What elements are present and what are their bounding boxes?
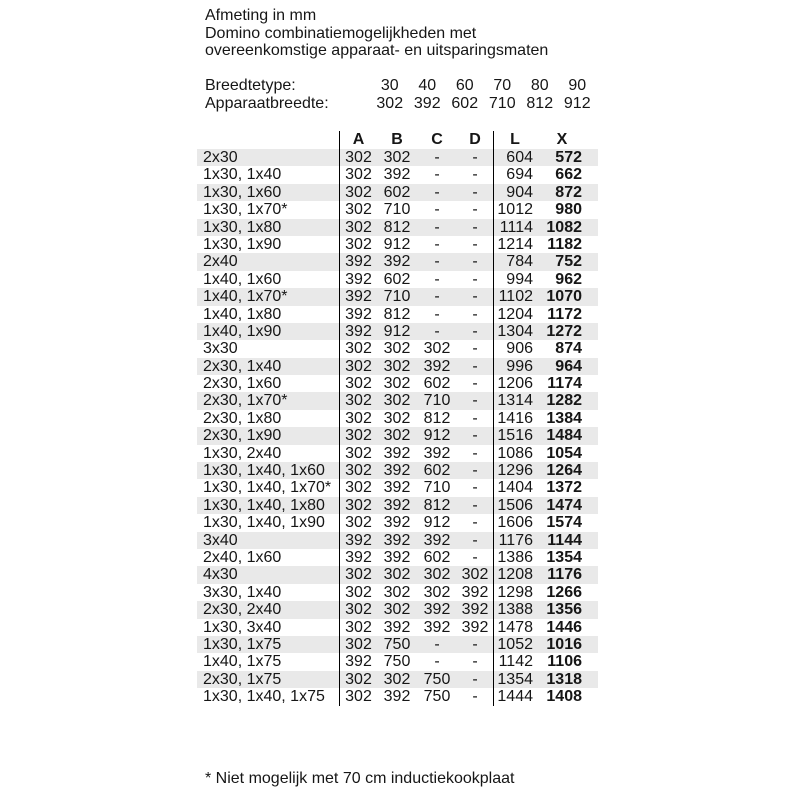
cell-d: -: [472, 531, 478, 549]
table-row: [197, 201, 598, 218]
appliance-width-value: 602: [451, 94, 479, 112]
cell-x: 872: [555, 183, 582, 201]
cell-a: 302: [339, 514, 377, 531]
combination-label: 1x30, 1x90: [203, 235, 282, 253]
table-header-row: [197, 131, 598, 149]
combination-label: 4x30: [203, 566, 238, 584]
combination-label: 2x30: [203, 149, 238, 166]
cell-a: 302: [339, 358, 377, 375]
cell-x: 1176: [547, 566, 582, 584]
cell-b: 812: [383, 305, 411, 323]
cell-l: 1296: [493, 462, 538, 479]
cell-a: 392: [339, 323, 377, 340]
table-row: [197, 619, 598, 636]
table-row: [197, 184, 598, 201]
width-type-value: 30: [380, 77, 399, 94]
cell-l: 1444: [493, 688, 538, 705]
cell-l: 1142: [493, 653, 538, 670]
column-header-c: C: [431, 131, 443, 148]
combination-label: 1x30, 1x40, 1x80: [203, 496, 325, 514]
cell-c: 912: [423, 427, 451, 445]
cell-b: 302: [383, 583, 411, 601]
title-line-3: overeenkomstige apparaat- en uitsparingsmaten: [205, 42, 549, 60]
cell-a: 392: [339, 306, 377, 323]
cell-a: 302: [339, 636, 377, 653]
cell-b: 912: [383, 235, 411, 253]
cell-x: 1272: [546, 322, 582, 340]
cell-x: 1356: [546, 601, 582, 619]
cell-x: 1082: [546, 218, 582, 236]
cell-c: 812: [423, 409, 451, 427]
cell-b: 392: [383, 531, 411, 549]
cell-x: 962: [555, 270, 582, 288]
column-header-l: L: [493, 131, 538, 149]
combination-label: 1x30, 1x80: [203, 218, 282, 236]
cell-b: 912: [383, 322, 411, 340]
table-row: [197, 288, 598, 305]
combination-label: 2x30, 1x40: [203, 357, 282, 375]
cell-l: 694: [493, 166, 538, 183]
cell-l: 1298: [493, 584, 538, 601]
cell-c: 710: [423, 479, 451, 497]
cell-d: -: [472, 183, 478, 201]
cell-x: 1282: [546, 392, 582, 410]
table-row: [197, 340, 598, 357]
cell-x: 1182: [547, 235, 582, 253]
cell-l: 1086: [493, 445, 538, 462]
table-row: [197, 410, 598, 427]
cell-x: 1144: [547, 531, 582, 549]
cell-c: -: [434, 235, 440, 253]
dimension-table: [197, 131, 598, 706]
cell-x: 1484: [546, 427, 582, 445]
cell-d: -: [472, 688, 478, 706]
table-row: [197, 445, 598, 462]
cell-d: -: [472, 670, 478, 688]
cell-c: 710: [423, 392, 451, 410]
cell-b: 392: [383, 444, 411, 462]
cell-a: 392: [339, 532, 377, 549]
cell-d: -: [472, 462, 478, 480]
combination-label: 2x40: [203, 253, 238, 271]
cell-c: -: [434, 305, 440, 323]
cell-l: 1204: [493, 306, 538, 323]
table-row: [197, 219, 598, 236]
cell-c: 750: [423, 670, 451, 688]
combination-label: 1x40, 1x80: [203, 305, 282, 323]
title-line-2: Domino combinatiemogelijkheden met: [205, 24, 477, 42]
cell-d: 302: [461, 566, 489, 584]
combination-label: 2x30, 1x90: [203, 427, 282, 445]
cell-a: 302: [339, 462, 377, 479]
combination-label: 1x40, 1x90: [203, 322, 282, 340]
combination-label: 1x30, 3x40: [203, 618, 282, 636]
cell-x: 1070: [546, 288, 582, 306]
width-type-value: 70: [493, 77, 512, 94]
appliance-width-label: Apparaatbreedte:: [205, 94, 329, 112]
cell-c: 602: [423, 462, 451, 480]
cell-l: 1386: [493, 549, 538, 566]
cell-b: 750: [383, 653, 411, 671]
cell-c: -: [434, 253, 440, 271]
table-row: [197, 497, 598, 514]
cell-b: 392: [383, 548, 411, 566]
cell-l: 1114: [493, 219, 538, 236]
cell-d: -: [472, 201, 478, 219]
cell-d: -: [472, 305, 478, 323]
cell-d: -: [472, 427, 478, 445]
cell-c: 302: [423, 583, 451, 601]
cell-l: 1516: [493, 427, 538, 444]
cell-x: 1384: [546, 409, 582, 427]
cell-l: 1354: [493, 671, 538, 688]
combination-label: 1x40, 1x60: [203, 270, 282, 288]
header-label-spacer: [197, 131, 339, 149]
cell-x: 1172: [547, 305, 582, 323]
combination-label: 2x40, 1x60: [203, 548, 282, 566]
cell-l: 784: [493, 253, 538, 270]
cell-d: -: [472, 235, 478, 253]
appliance-width-value: 392: [413, 94, 441, 112]
width-type-value: 60: [455, 77, 474, 94]
cell-b: 302: [383, 601, 411, 619]
cell-a: 302: [339, 427, 377, 444]
cell-d: -: [472, 409, 478, 427]
cell-c: 392: [423, 444, 451, 462]
width-type-value: 90: [568, 77, 587, 94]
table-row: [197, 253, 598, 270]
cell-b: 392: [383, 496, 411, 514]
cell-a: 302: [339, 236, 377, 253]
table-row: [197, 584, 598, 601]
cell-l: 1206: [493, 375, 538, 392]
combination-label: 1x30, 1x40: [203, 166, 282, 184]
cell-d: -: [472, 288, 478, 306]
cell-b: 812: [383, 218, 411, 236]
appliance-width-value: 912: [563, 94, 591, 112]
cell-d: -: [472, 218, 478, 236]
cell-b: 302: [383, 340, 411, 358]
combination-label: 2x30, 1x60: [203, 375, 282, 393]
combination-label: 1x30, 1x40, 1x90: [203, 514, 325, 532]
cell-d: -: [472, 149, 478, 166]
table-row: [197, 514, 598, 531]
cell-c: -: [434, 653, 440, 671]
appliance-width-value: 812: [526, 94, 554, 112]
cell-d: -: [472, 653, 478, 671]
cell-l: 906: [493, 340, 538, 357]
cell-c: 602: [423, 375, 451, 393]
cell-a: 302: [339, 410, 377, 427]
cell-a: 302: [339, 445, 377, 462]
cell-l: 994: [493, 271, 538, 288]
combination-label: 1x30, 2x40: [203, 444, 282, 462]
cell-x: 1446: [546, 618, 582, 636]
table-row: [197, 601, 598, 618]
cell-l: 1304: [493, 323, 538, 340]
cell-l: 1176: [493, 532, 538, 549]
cell-l: 1404: [493, 479, 538, 496]
cell-d: -: [472, 635, 478, 653]
table-row: [197, 271, 598, 288]
table-row: [197, 653, 598, 670]
table-row: [197, 166, 598, 183]
table-row: [197, 566, 598, 583]
cell-c: 392: [423, 357, 451, 375]
cell-x: 1408: [546, 688, 582, 706]
table-row: [197, 636, 598, 653]
cell-c: -: [434, 288, 440, 306]
cell-c: 750: [423, 688, 451, 706]
cell-c: -: [434, 322, 440, 340]
cell-a: 302: [339, 601, 377, 618]
cell-d: -: [472, 253, 478, 271]
cell-d: -: [472, 392, 478, 410]
cell-b: 710: [383, 288, 411, 306]
table-body: [197, 149, 598, 706]
cell-x: 1266: [546, 583, 582, 601]
cell-a: 302: [339, 479, 377, 496]
cell-a: 302: [339, 584, 377, 601]
cell-a: 302: [339, 340, 377, 357]
table-row: [197, 358, 598, 375]
combination-label: 3x40: [203, 531, 238, 549]
cell-x: 1474: [546, 496, 582, 514]
column-header-d: D: [469, 131, 481, 148]
cell-l: 1214: [493, 236, 538, 253]
cell-b: 302: [383, 427, 411, 445]
table-row: [197, 149, 598, 166]
table-row: [197, 549, 598, 566]
cell-l: 1314: [493, 392, 538, 409]
cell-c: 912: [423, 514, 451, 532]
cell-l: 904: [493, 184, 538, 201]
cell-l: 1606: [493, 514, 538, 531]
table-row: [197, 688, 598, 705]
cell-b: 302: [383, 392, 411, 410]
cell-x: 1174: [547, 375, 582, 393]
cell-c: 302: [423, 340, 451, 358]
combination-label: 3x30: [203, 340, 238, 358]
cell-x: 1264: [546, 462, 582, 480]
cell-b: 302: [383, 357, 411, 375]
combination-label: 1x30, 1x40, 1x75: [203, 688, 325, 706]
appliance-width-value: 710: [488, 94, 516, 112]
combination-label: 1x30, 1x75: [203, 635, 282, 653]
combination-label: 1x30, 1x60: [203, 183, 282, 201]
column-header-a: A: [339, 131, 377, 149]
combination-label: 1x30, 1x40, 1x60: [203, 462, 325, 480]
cell-a: 392: [339, 549, 377, 566]
cell-x: 964: [555, 357, 582, 375]
cell-a: 302: [339, 392, 377, 409]
cell-c: 392: [423, 601, 451, 619]
combination-label: 3x30, 1x40: [203, 583, 282, 601]
cell-b: 392: [383, 253, 411, 271]
width-type-row: [205, 77, 596, 95]
appliance-width-row: [205, 95, 596, 113]
cell-d: -: [472, 479, 478, 497]
cell-l: 1388: [493, 601, 538, 618]
cell-l: 1102: [493, 288, 538, 305]
column-header-b: B: [391, 131, 403, 148]
cell-b: 302: [383, 149, 411, 166]
cell-l: 1208: [493, 566, 538, 583]
cell-a: 302: [339, 375, 377, 392]
width-type-value: 80: [530, 77, 549, 94]
column-header-x: X: [556, 131, 568, 148]
table-row: [197, 532, 598, 549]
cell-x: 1016: [546, 635, 582, 653]
cell-a: 302: [339, 166, 377, 183]
cell-a: 302: [339, 149, 377, 166]
cell-d: -: [472, 514, 478, 532]
cell-c: 812: [423, 496, 451, 514]
cell-d: -: [472, 496, 478, 514]
table-row: [197, 323, 598, 340]
cell-b: 392: [383, 688, 411, 706]
appliance-width-values: [371, 95, 596, 113]
cell-a: 302: [339, 688, 377, 705]
cell-c: -: [434, 149, 440, 166]
cell-l: 1478: [493, 619, 538, 636]
cell-l: 604: [493, 149, 538, 166]
cell-c: 392: [423, 531, 451, 549]
combination-label: 2x30, 1x75: [203, 670, 282, 688]
table-row: [197, 236, 598, 253]
cell-d: -: [472, 375, 478, 393]
cell-a: 302: [339, 619, 377, 636]
cell-d: 392: [461, 583, 489, 601]
cell-d: 392: [461, 618, 489, 636]
cell-c: -: [434, 635, 440, 653]
cell-x: 1354: [546, 548, 582, 566]
footnote: * Niet mogelijk met 70 cm inductiekookplaat: [205, 770, 515, 787]
combination-label: 2x30, 1x70*: [203, 392, 288, 410]
table-row: [197, 375, 598, 392]
combination-label: 2x30, 1x80: [203, 409, 282, 427]
cell-c: -: [434, 270, 440, 288]
combination-label: 1x40, 1x75: [203, 653, 282, 671]
cell-b: 302: [383, 670, 411, 688]
cell-l: 1506: [493, 497, 538, 514]
table-row: [197, 671, 598, 688]
combination-label: 1x30, 1x70*: [203, 201, 288, 219]
page-title: [205, 7, 548, 60]
table-row: [197, 392, 598, 409]
cell-d: -: [472, 548, 478, 566]
cell-x: 1106: [547, 653, 582, 671]
cell-b: 750: [383, 635, 411, 653]
cell-c: -: [434, 183, 440, 201]
cell-c: -: [434, 166, 440, 184]
cell-b: 302: [383, 375, 411, 393]
cell-c: 302: [423, 566, 451, 584]
cell-a: 392: [339, 653, 377, 670]
cell-l: 1012: [493, 201, 538, 218]
table-row: [197, 306, 598, 323]
cell-c: 602: [423, 548, 451, 566]
cell-b: 392: [383, 479, 411, 497]
cell-b: 602: [383, 183, 411, 201]
table-row: [197, 479, 598, 496]
cell-b: 392: [383, 514, 411, 532]
cell-c: -: [434, 201, 440, 219]
combination-label: 1x30, 1x40, 1x70*: [203, 479, 332, 497]
cell-a: 302: [339, 671, 377, 688]
cell-d: -: [472, 322, 478, 340]
width-type-legend: [205, 77, 596, 112]
table-row: [197, 462, 598, 479]
cell-d: -: [472, 340, 478, 358]
title-line-1: Afmeting in mm: [205, 7, 317, 24]
cell-l: 996: [493, 358, 538, 375]
cell-b: 392: [383, 166, 411, 184]
cell-x: 1318: [546, 670, 582, 688]
cell-d: -: [472, 166, 478, 184]
cell-x: 662: [555, 166, 582, 184]
cell-a: 392: [339, 253, 377, 270]
cell-c: 392: [423, 618, 451, 636]
cell-d: -: [472, 444, 478, 462]
cell-x: 572: [555, 149, 582, 166]
width-type-value: 40: [418, 77, 437, 94]
cell-a: 302: [339, 566, 377, 583]
cell-a: 302: [339, 219, 377, 236]
cell-l: 1416: [493, 410, 538, 427]
width-type-values: [371, 77, 596, 95]
combination-label: 2x30, 2x40: [203, 601, 282, 619]
table-row: [197, 427, 598, 444]
cell-b: 710: [383, 201, 411, 219]
cell-b: 302: [383, 566, 411, 584]
combination-label: 1x40, 1x70*: [203, 288, 288, 306]
cell-x: 980: [555, 201, 582, 219]
cell-x: 1574: [546, 514, 582, 532]
cell-d: -: [472, 270, 478, 288]
cell-a: 302: [339, 497, 377, 514]
cell-a: 392: [339, 271, 377, 288]
appliance-width-value: 302: [376, 94, 404, 112]
cell-c: -: [434, 218, 440, 236]
cell-x: 1372: [546, 479, 582, 497]
cell-d: 392: [461, 601, 489, 619]
cell-x: 874: [555, 340, 582, 358]
width-type-label: Breedtetype:: [205, 77, 296, 94]
cell-x: 752: [555, 253, 582, 271]
cell-b: 392: [383, 618, 411, 636]
cell-b: 602: [383, 270, 411, 288]
cell-x: 1054: [546, 444, 582, 462]
cell-a: 302: [339, 184, 377, 201]
cell-l: 1052: [493, 636, 538, 653]
cell-d: -: [472, 357, 478, 375]
cell-a: 302: [339, 201, 377, 218]
cell-b: 392: [383, 462, 411, 480]
cell-b: 302: [383, 409, 411, 427]
cell-a: 392: [339, 288, 377, 305]
